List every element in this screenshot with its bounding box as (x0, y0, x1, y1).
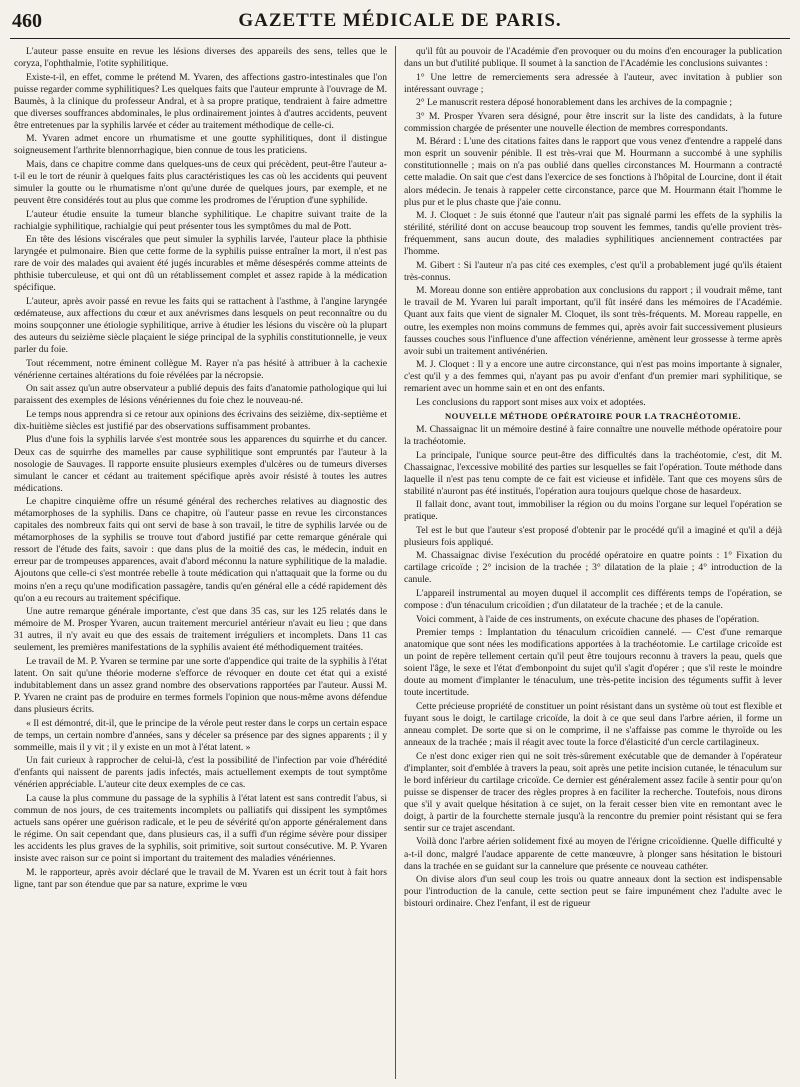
column-divider (395, 46, 396, 1079)
paragraph: La principale, l'unique source peut-être des difficultés dans la trachéotomie, c'est, dit M. Chassaignac, l'excessive mobilité des parties sur lesquelles se fait l'opération. Toute méthode dans laquelle il n'est pas tenu compte de ce fait est vicieuse et infidèle. Tant que ces moyens sûrs de stabilité n'auront pas été institués, l'opération aura toujours quelque chose de hasardeux. (404, 449, 782, 497)
paragraph: Plus d'une fois la syphilis larvée s'est montrée sous les apparences du squirrhe et du cancer. Deux cas de squirrhe des mamelles par cause syphilitique sont empruntés par l'auteur à la nosologie de Sauvages. Il rapporte ensuite plusieurs exemples d'ulcères ou de tumeurs diverses simulant le cancer et cédant au traitement spécifique après avoir résisté à toutes les autres médications. (14, 434, 387, 494)
paragraph: Ce n'est donc exiger rien qui ne soit très-sûrement exécutable que de demander à l'opérateur d'implanter, soit d'emblée à travers la peau, soit après une petite incision cutanée, le ténaculum sur le bord inférieur du cartilage cricoïde. Ce dernier est généralement assez facile à sentir pour qu'on puisse se dispenser de tracer des règles propres à en faciliter la recherche. Toutefois, nous dirons que s'il y avait quelque hésitation à ce sujet, on la ferait cesser bien vite en remontant avec le doigt, à partir de la fourchette sternale jusqu'à la rencontre du premier point résistant qui se fera sentir sur ce trajet ascendant. (404, 750, 782, 834)
page-number: 460 (12, 10, 42, 32)
paragraph: Tout récemment, notre éminent collègue M. Rayer n'a pas hésité à attribuer à la cachexie vénérienne certaines altérations du foie révélées par la nécropsie. (14, 357, 387, 381)
paragraph: « Il est démontré, dit-il, que le principe de la vérole peut rester dans le corps un certain espace de temps, un certain nombre d'années, sans y déceler sa présence par des signes apparents ; il y sommeille, mais il y vit ; il y existe en un mot à l'état latent. » (14, 717, 387, 753)
paragraph: L'auteur, après avoir passé en revue les faits qui se rattachent à l'asthme, à l'angine laryngée œdémateuse, aux affections du cœur et aux anévrismes dans lesquels on peut reconnaître ou du moins soupçonner une étiologie syphilitique, arrive à étudier les lésions du viscère où la plupart des auteurs du seizième siècle plaçaient le siége principal de la syphilis constitutionnelle, je veux parler du foie. (14, 295, 387, 356)
paragraph: On divise alors d'un seul coup les trois ou quatre anneaux dont la section est indispensable pour l'introduction de la canule, cette section peut se faire impunément chez l'adulte avec le bistouri ordinaire. Chez l'enfant, il est de rigueur (404, 874, 782, 910)
paragraph: Le travail de M. P. Yvaren se termine par une sorte d'appendice qui traite de la syphilis à l'état latent. On sait qu'une théorie moderne s'efforce de révoquer en doute cet état qui a existé indubitablement dans un assez grand nombre des observations rapportées par l'auteur. Aussi M. P. Yvaren ne craint pas de produire en termes formels l'opinion que nous-même avons défendue dans plusieurs écrits. (14, 655, 387, 715)
paragraph: Le chapitre cinquième offre un résumé général des recherches relatives au diagnostic des métamorphoses de la syphilis. Dans ce chapitre, où l'auteur passe en revue les circonstances capitales des nombreux faits qui ont servi de base à son travail, le titre de syphilis larvée ou de métamorphoses de la syphilis se trouve tout d'abord justifié par cette remarque générale qui ressort de l'étude des faits, savoir : que dans plus de la moitié des cas, le médecin, induit en erreur par de trompeuses apparences, avait d'abord méconnu la nature syphilitique de la maladie. Ajoutons que celle-ci s'est montrée rebelle à toute médication qui n'attaquait que la forme ou du moins n'en a reçu qu'une modification passagère, tandis qu'en général elle a cédé rapidement dès qu'on a eu recours au traitement spécifique. (14, 496, 387, 604)
paragraph: M. Gibert : Si l'auteur n'a pas cité ces exemples, c'est qu'il a probablement jugé qu'ils étaient très-connus. (404, 259, 782, 283)
paragraph: Tel est le but que l'auteur s'est proposé d'obtenir par le procédé qu'il a imaginé et qu'il a déjà plusieurs fois appliqué. (404, 524, 782, 548)
paragraph: M. J. Cloquet : Il y a encore une autre circonstance, qui n'est pas moins importante à signaler, c'est qu'il y a des femmes qui, n'ayant pas pu avoir d'enfant d'un premier mari syphilitique, se remarient avec un homme sain et en ont des enfants. (404, 359, 782, 395)
left-column (14, 46, 387, 1081)
journal-title: GAZETTE MÉDICALE DE PARIS. (238, 10, 562, 31)
paragraph: 2° Le manuscrit restera déposé honorablement dans les archives de la compagnie ; (416, 97, 733, 109)
paragraph: Voilà donc l'arbre aérien solidement fixé au moyen de l'érigne cricoïdienne. Quelle difficulté y a-t-il donc, malgré l'audace apparente de cette manœuvre, à plonger sans hésitation le bistouri dans la trachée en se guidant sur la cannelure que présente ce nouveau cathéter. (404, 836, 782, 872)
paragraph: Les conclusions du rapport sont mises aux voix et adoptées. (416, 396, 646, 408)
paragraph: Une autre remarque générale importante, c'est que dans 35 cas, sur les 125 relatés dans le mémoire de M. Prosper Yvaren, aucun traitement mercuriel antérieur n'avait eu lieu ; que dans 31 autres, il n'y avait eu que des essais de traitement irréguliers et incomplets. Dans 11 cas seulement, les premières manifestations de la syphilis avaient été méthodiquement traitées. (14, 606, 387, 654)
paragraph: Mais, dans ce chapitre comme dans quelques-uns de ceux qui précèdent, peut-être l'auteur a-t-il eu le tort de réunir à quelques faits plus caractéristiques les cas où les accidents qui peuvent simuler la goutte ou le rhumatisme n'ont qu'une durée de quelques jours, par exemple, et ne peuvent être considérés tout au plus que comme les prodromes de l'éruption d'une syphilide. (14, 158, 387, 207)
paragraph: L'appareil instrumental au moyen duquel il accomplit ces différents temps de l'opération, se compose : d'un ténaculum cricoïdien ; d'un dilatateur de la trachée ; et de la canule. (404, 588, 782, 612)
paragraph: M. Chassaignac lit un mémoire destiné à faire connaître une nouvelle méthode opératoire pour la trachéotomie. (404, 423, 782, 447)
paragraph: 1° Une lettre de remerciements sera adressée à l'auteur, avec invitation à publier son intéressant ouvrage ; (404, 71, 782, 95)
paragraph: L'auteur étudie ensuite la tumeur blanche syphilitique. Le chapitre suivant traite de la rachialgie syphilitique, rachialgie qui peut présenter tous les symptômes du mal de Pott. (14, 208, 387, 232)
paragraph: M. J. Cloquet : Je suis étonné que l'auteur n'ait pas signalé parmi les effets de la syphilis la stérilité, stérilité dont on accuse beaucoup trop souvent les femmes, tandis qu'elle provient très-fréquemment, sans aucun doute, des maladies syphilitiques anciennement contractées par l'homme. (404, 210, 782, 258)
paragraph: Un fait curieux à rapprocher de celui-là, c'est la possibilité de l'infection par voie d'hérédité d'enfants qui naissent de parents jadis infectés, mais actuellement exempts de tout symptôme vénérien appréciable. L'auteur cite deux exemples de ce cas. (14, 755, 387, 791)
paragraph: Premier temps : Implantation du ténaculum cricoïdien cannelé. — C'est d'une remarque anatomique que sont nées les modifications apportées à la trachéotomie. Le cartilage cricoïde est un point de repère tellement certain qu'il peut être toujours reconnu à travers la peau, quels que soient l'âge, le sexe et l'état d'embonpoint du sujet qu'il s'agit d'opérer ; que s'il reste le moindre doute au moment d'implanter le ténaculum, une très-petite incision des téguments suffit à lever toute incertitude. (404, 627, 782, 699)
paragraph: 3° M. Prosper Yvaren sera désigné, pour être inscrit sur la liste des candidats, à la future commission chargée de présenter une nouvelle élection de membres correspondants. (404, 110, 782, 134)
paragraph: M. le rapporteur, après avoir déclaré que le travail de M. Yvaren est un écrit tout à fait hors ligne, tant par son étendue que par sa nature, exprime le vœu (14, 866, 387, 890)
paragraph: Existe-t-il, en effet, comme le prétend M. Yvaren, des affections gastro-intestinales que l'on puisse regarder comme syphilitiques? Les quelques faits que l'auteur emprunte à l'ouvrage de M. Baumès, à la clinique du professeur Andral, et à sa propre pratique, tendraient à faire admettre que diverses souffrances abdominales, le plus ordinairement jointes à d'autres accidents, peuvent être entretenues par la syphilis larvée et céder au traitement méthodique de celle-ci. (14, 71, 387, 131)
page-header (10, 10, 790, 39)
paragraph: Il fallait donc, avant tout, immobiliser la région ou du moins l'organe sur lequel l'opération se pratique. (404, 499, 782, 523)
paragraph: Cette précieuse propriété de constituer un point résistant dans un système où tout est flexible et fuyant sous le doigt, le cartilage cricoïde, la doit à ce que seul dans l'arbre aérien, il forme un anneau complet. De sorte que si on le comprime, il ne s'affaisse pas comme le thyroïde ou les anneaux de la trachée ; mais il réagit avec toute la force d'élasticité d'un cercle cartilagineux. (404, 700, 782, 749)
paragraph: Voici comment, à l'aide de ces instruments, on exécute chacune des phases de l'opération. (416, 613, 760, 625)
paragraph: Le temps nous apprendra si ce retour aux opinions des écrivains des seizième, dix-septième et dix-huitième siècles est justifié par des observations suffisamment probantes. (14, 408, 387, 432)
section-title: NOUVELLE MÉTHODE OPÉRATOIRE POUR LA TRACHÉOTOMIE. (444, 411, 742, 422)
paragraph: M. Moreau donne son entière approbation aux conclusions du rapport ; il voudrait même, tant le travail de M. Yvaren lui paraît important, qu'il fût inséré dans les mémoires de l'Académie. Quant aux faits que vient de signaler M. Cloquet, ils sont très-fréquents. M. Moreau rappelle, en outre, les exemples non moins communs de femmes qui, après avoir fait successivement plusieurs fausses couches sous l'influence d'une affection vénérienne, amènent leur grossesse à terme après avoir subi un traitement antivénérien. (404, 285, 782, 357)
paragraph: M. Bérard : L'une des citations faites dans le rapport que vous venez d'entendre a rappelé dans mon esprit un souvenir pénible. Il est très-vrai que M. Hourmann a succombé à une syphilis constitutionnelle ; mais on n'a pas oublié dans quelles circonstances M. Hourmann a contracté cette maladie. On sait que c'est dans l'exercice de ses fonctions à l'hôpital de Lourcine, dont il était alors médecin. Je tenais à rappeler cette circonstance, parce que M. Hourmann était l'homme le plus pur et le plus chaste que j'aie connu. (404, 136, 782, 208)
paragraph: M. Yvaren admet encore un rhumatisme et une goutte syphilitiques, dont il distingue soigneusement l'arthrite blennorrhagique, bien connue de tous les praticiens. (14, 133, 387, 157)
paragraph: M. Chassaignac divise l'exécution du procédé opératoire en quatre points : 1° Fixation du cartilage cricoïde ; 2° incision de la trachée ; 3° dilatation de la plaie ; 4° introduction de la canule. (404, 550, 782, 586)
paragraph: On sait assez qu'un autre observateur a publié depuis des faits d'anatomie pathologique qui lui paraissent des exemples de lésions vénériennes du foie chez le nouveau-né. (14, 383, 387, 407)
paragraph: L'auteur passe ensuite en revue les lésions diverses des appareils des sens, telles que le coryza, l'ophthalmie, l'otite syphilitique. (14, 46, 387, 70)
right-column (404, 46, 782, 1081)
paragraph: qu'il fût au pouvoir de l'Académie d'en provoquer ou du moins d'en encourager la publication dans un but d'utilité publique. Il soumet à la sanction de l'Académie les conclusions suivantes : (404, 46, 782, 70)
paragraph: La cause la plus commune du passage de la syphilis à l'état latent est sans contredit l'abus, si commun de nos jours, de ces traitements incomplets ou palliatifs qui dissipent les symptômes actuels sans opérer une guérison radicale, et le peu de sévérité qu'on apporte généralement dans le régime. On sait cependant que, dans plusieurs cas, il a suffi d'un régime sévère pour dissiper les accidents les plus graves de la syphilis, soit primitive, soit surtout consécutive. M. P. Yvaren insiste avec raison sur ce point si important du traitement des maladies vénériennes. (14, 792, 387, 865)
paragraph: En tête des lésions viscérales que peut simuler la syphilis larvée, l'auteur place la phthisie laryngée et pulmonaire. Bien que cette forme de la syphilis puisse entraîner la mort, il n'est pas rare de voir des malades qui avaient été jugés incurables et même désespérés comme atteints de phthisie tuberculeuse, et qui ont dû un rétablissement complet et assez rapide à la médication spécifique. (14, 234, 387, 294)
